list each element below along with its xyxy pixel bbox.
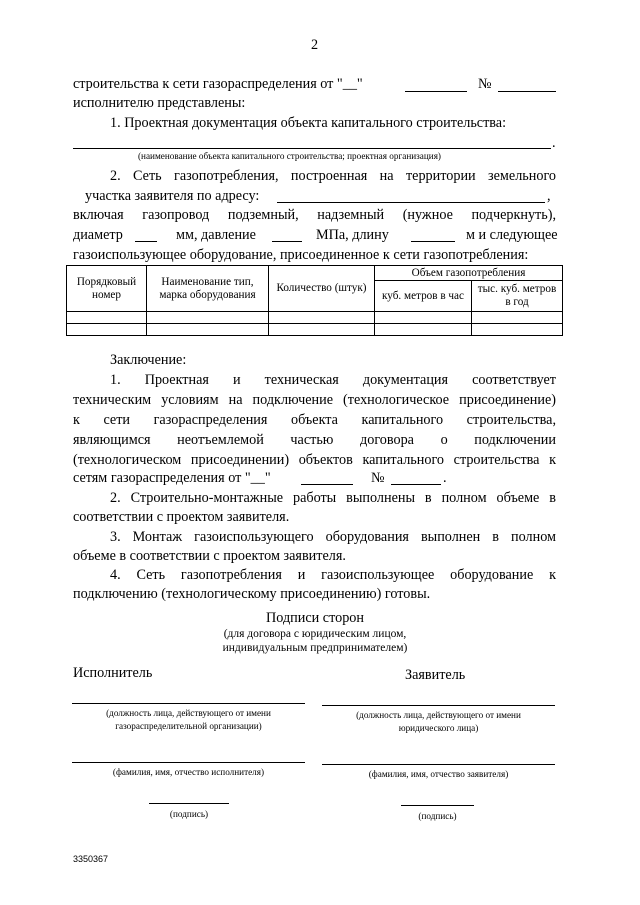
table-cell [269,312,375,324]
item1-caption: (наименование объекта капитального строительства; проектная организация) [138,151,441,161]
conclusion-date-day: __ [250,470,265,486]
item1-blank [73,148,551,149]
intro-number-blank [498,91,556,92]
conclusion-p1-line: к сети газораспределения объекта капитального строительства, [73,412,556,428]
document-code: 3350367 [73,854,109,864]
conclusion-p2-line1: 2. Строительно-монтажные работы выполнены в полном объеме в [110,490,556,506]
diameter-blank [135,241,157,242]
item2-diameter-label: диаметр [73,227,123,243]
intro-num-sign: № [478,76,492,92]
conclusion-p2-line2: соответствии с проектом заявителя. [73,509,290,525]
intro-prefix: строительства к сети газораспределения от " [73,76,343,92]
signatures-sub-1: (для договора с юридическим лицом, [223,628,407,640]
table-cell [147,324,269,336]
contractor-name-caption: (фамилия, имя, отчество исполнителя) [112,767,265,777]
conclusion-p1-line: являющимся неотъемлемой частью договора о подключении [73,432,556,448]
conclusion-num-sign: № [371,470,385,486]
table-row [67,312,563,324]
item2-line3: включая газопровод подземный, надземный (нужное подчеркнуть), [73,207,556,223]
contractor-title: Исполнитель [73,665,153,681]
table-header-number: Порядковый номер [67,266,147,312]
conclusion-date-quote: " [264,470,271,486]
table-cell [67,324,147,336]
table-cell [375,312,472,324]
conclusion-p1-last [73,469,271,487]
signatures-heading: Подписи сторон [266,610,364,626]
contractor-position-line [72,703,305,704]
table-row [67,324,563,336]
conclusion-date-prefix: сетям газораспределения от " [73,470,251,486]
item1-end: . [552,135,556,151]
contractor-position-caption-2: газораспределительной организации) [115,721,262,731]
table-cell [472,324,563,336]
item2-length-label: МПа, длину [316,227,389,243]
conclusion-month-blank [301,484,353,485]
conclusion-p4-line2: подключению (технологическому присоединению) готовы. [73,586,431,602]
table-header-equipment: Наименование тип, марка оборудования [147,266,269,312]
length-blank [411,241,455,242]
table-header-volume-hour: куб. метров в час [375,281,472,312]
table-cell [375,324,472,336]
conclusion-number-blank [391,484,441,485]
applicant-signature-caption: (подпись) [418,811,457,821]
pressure-blank [272,241,302,242]
contractor-name-line [72,762,305,763]
contractor-position-caption-1: (должность лица, действующего от имени [106,708,271,718]
table-cell [147,312,269,324]
conclusion-p3-line2: объеме в соответствии с проектом заявителя. [73,548,346,564]
page-number: 2 [311,37,319,53]
applicant-name-caption: (фамилия, имя, отчество заявителя) [368,769,509,779]
table-cell [472,312,563,324]
item2-line2-end: , [547,188,551,204]
table-header-quantity: Количество (штук) [269,266,375,312]
item2-line2-prefix: участка заявителя по адресу: [85,188,260,204]
applicant-position-caption-1: (должность лица, действующего от имени [356,710,521,720]
intro-day: __ [342,76,357,92]
applicant-signature-line [401,805,474,806]
item2-tail: м и следующее [466,227,558,243]
intro-quote: " [356,76,363,92]
conclusion-p1-line: (технологическом присоединении) объектов капитального строительства к [73,452,556,468]
table-header-volume-group: Объем газопотребления [375,266,563,281]
contractor-signature-caption: (подпись) [169,809,209,819]
equipment-table [66,265,563,336]
intro-month-blank [405,91,467,92]
applicant-position-line [322,705,555,706]
applicant-title: Заявитель [405,667,466,683]
conclusion-heading: Заключение: [110,352,187,368]
intro-line-1 [73,75,363,93]
applicant-position-caption-2: юридического лица) [398,723,479,733]
intro-line-2: исполнителю представлены: [73,95,246,111]
conclusion-p1-line: техническим условиям на подключение (технологическое присоединение) [73,392,556,408]
applicant-name-line [322,764,555,765]
conclusion-p3-line1: 3. Монтаж газоиспользующего оборудования выполнен в полном [110,529,556,545]
conclusion-p4-line1: 4. Сеть газопотребления и газоиспользующее оборудование к [110,567,556,583]
table-cell [67,312,147,324]
conclusion-p1-line: 1. Проектная и техническая документация соответствует [110,372,556,388]
item2-line5: газоиспользующее оборудование, присоединенное к сети газопотребления: [73,247,529,263]
item1-text: 1. Проектная документация объекта капитального строительства: [110,115,507,131]
item2-pressure-label: мм, давление [176,227,256,243]
table-cell [269,324,375,336]
item2-line1: 2. Сеть газопотребления, построенная на территории земельного [110,168,556,184]
address-blank [277,202,545,203]
signatures-sub-2: индивидуальным предпринимателем) [222,642,408,654]
table-header-volume-year: тыс. куб. метров в год [472,281,563,312]
contractor-signature-line [149,803,229,804]
conclusion-p1-end: . [443,470,447,486]
